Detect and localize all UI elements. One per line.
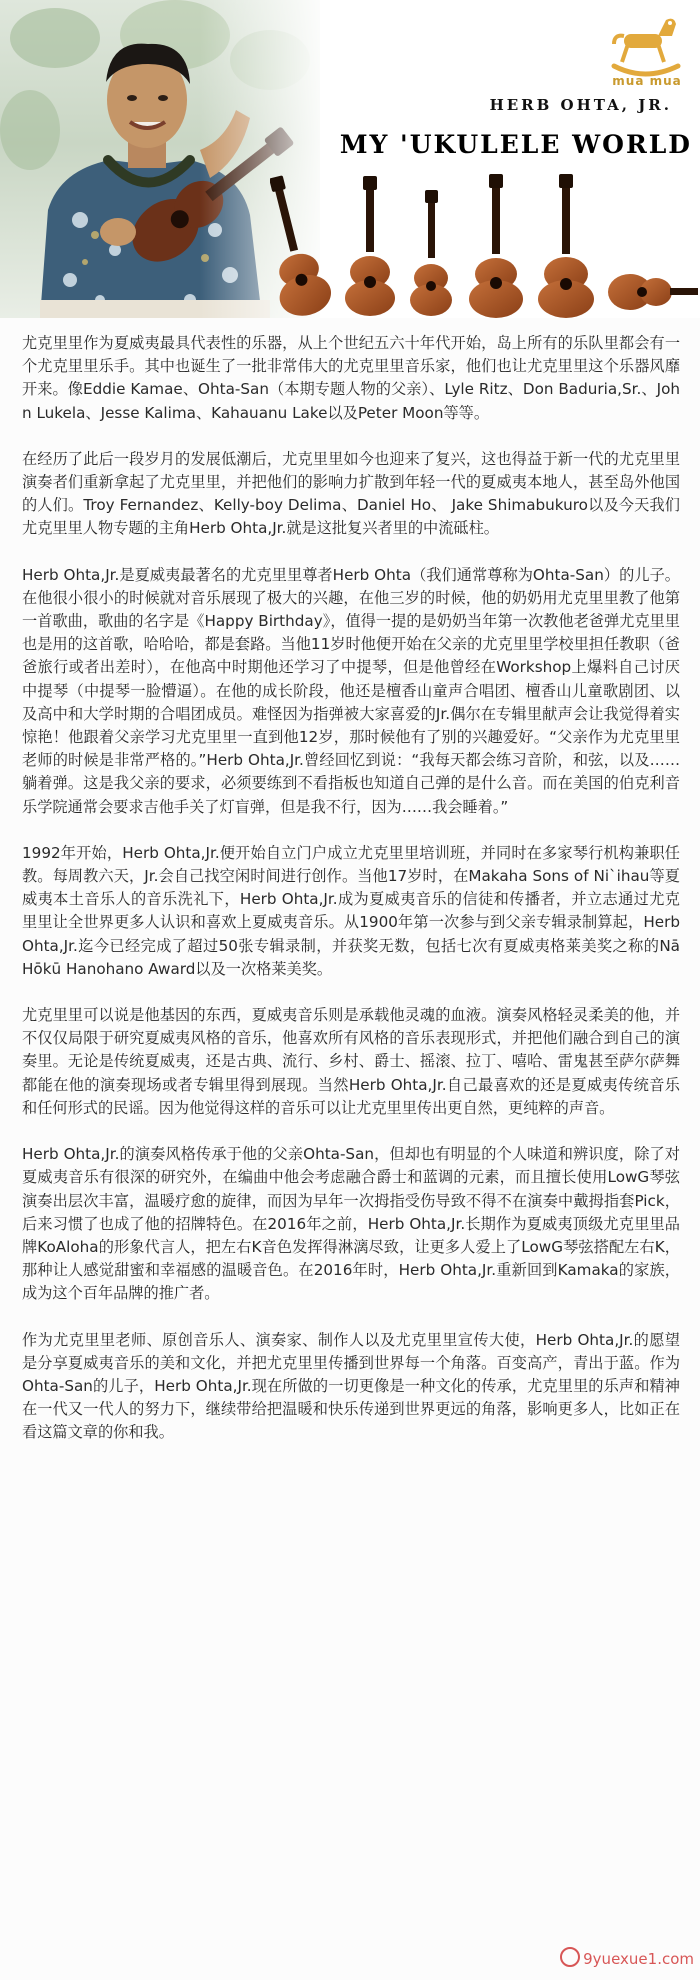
header-banner [0, 0, 700, 318]
rocking-horse-icon [600, 10, 690, 80]
paragraph-7: 作为尤克里里老师、原创音乐人、演奏家、制作人以及尤克里里宣传大使，Herb Ohta,Jr.的愿望是分享夏威夷音乐的美和文化，并把尤克里里传播到世界每一个角落。百变高产，青出于蓝。作为Ohta-San的儿子，Herb Ohta,Jr.现在所做的一切更像是一种文化的传承，尤克里里的乐声和精神在一代又一代人的努力下，继续带给把温暖和快乐传递到世界更远的角落，影响更多人，比如正在看这篇文章的你和我。 [22, 1330, 680, 1442]
paragraph-4: 1992年开始，Herb Ohta,Jr.便开始自立门户成立尤克里里培训班，并同时在多家琴行机构兼职任教。每周教六天，Jr.会自己找空闲时间进行创作。当他17岁时，在Makaha Sons of Ni`ihau等夏威夷本土音乐人的音乐洗礼下，Herb Ohta,Jr.成为夏威夷音乐的信徒和传播者，并立志通过尤克里里让全世界更多人认识和喜欢上夏威夷音乐。从1900年第一次参与到父亲专辑录制算起，Herb Ohta,Jr.迄今已经完成了超过50张专辑录制，并获奖无数，包括七次有夏威夷格莱美奖之称的Nā Hōkū Hanohano Award以及一次格莱美奖。 [22, 843, 680, 978]
paragraph-2: 在经历了此后一段岁月的发展低潮后，尤克里里如今也迎来了复兴，这也得益于新一代的尤克里里演奏者们重新拿起了尤克里里，并把他们的影响力扩散到年轻一代的夏威夷本地人，甚至岛外他国的人们。Troy Fernandez、Kelly-boy Delima、Daniel Ho、 Jake Shimabukuro以及今天我们尤克里里人物专题的主角Herb Ohta,Jr.就是这批复兴者里的中流砥柱。 [22, 449, 680, 538]
artist-name: HERB OHTA, JR. [489, 96, 672, 114]
brand-logo-text: mua mua [612, 74, 682, 88]
site-logo-icon [560, 1947, 580, 1967]
paragraph-3: Herb Ohta,Jr.是夏威夷最著名的尤克里里尊者Herb Ohta（我们通常尊称为Ohta-San）的儿子。在他很小很小的时候就对音乐展现了极大的兴趣，在他三岁的时候，他的奶奶用尤克里里教了他第一首歌曲，歌曲的名字是《Happy Birthday》，值得一提的是奶奶当年第一次教他老爸弹尤克里里也是用的这首歌，哈哈哈，都是套路。当他11岁时他便开始在父亲的尤克里里学校里担任教职（爸爸旅行或者出差时），在他高中时期他还学习了中提琴，但是他曾经在Workshop上爆料自己讨厌中提琴（中提琴一脸懵逼）。在他的成长阶段，他还是檀香山童声合唱团、檀香山儿童歌剧团、以及高中和大学时期的合唱团成员。难怪因为指弹被大家喜爱的Jr.偶尔在专辑里献声会让我觉得着实惊艳！他跟着父亲学习尤克里里一直到他12岁，那时候他有了别的兴趣爱好。“父亲作为尤克里里老师的时候是非常严格的。”Herb Ohta,Jr.曾经回忆到说：“我每天都会练习音阶，和弦，以及……躺着弹。这是我父亲的要求，必须要练到不看指板也知道自己弹的是什么音。而在美国的伯克利音乐学院通常会要求吉他手关了灯盲弹，但是我不行，因为……我会睡着。” [22, 565, 680, 816]
paragraph-1: 尤克里里作为夏威夷最具代表性的乐器，从上个世纪五六十年代开始，岛上所有的乐队里都会有一个尤克里里乐手。其中也诞生了一批非常伟大的尤克里里音乐家，他们也让尤克里里这个乐器风靡开来。像Eddie Kamae、Ohta-San（本期专题人物的父亲）、Lyle Ritz、Don Baduria,Sr.、John Lukela、Jesse Kalima、Kahauanu Lake以及Peter Moon等等。 [22, 334, 680, 422]
paragraph-6: Herb Ohta,Jr.的演奏风格传承于他的父亲Ohta-San，但却也有明显的个人味道和辨识度，除了对夏威夷音乐有很深的研究外，在编曲中他会考虑融合爵士和蓝调的元素，而且擅长使用LowG琴弦演奏出层次丰富，温暖疗愈的旋律，而因为早年一次拇指受伤导致不得不在演奏中戴拇指套Pick，后来习惯了也成了他的招牌特色。在2016年之前，Herb Ohta,Jr.长期作为夏威夷顶级尤克里里品牌KoAloha的形象代言人，把左右K音色发挥得淋漓尽致，让更多人爱上了LowG琴弦搭配左右K，那种让人感觉甜蜜和幸福感的温暖音色。在2016年时，Herb Ohta,Jr.重新回到Kamaka的家族，成为这个百年品牌的推广者。 [22, 1145, 680, 1303]
article-body [0, 318, 700, 1980]
site-watermark [560, 1947, 694, 1968]
paragraph-5: 尤克里里可以说是他基因的东西，夏威夷音乐则是承载他灵魂的血液。演奏风格轻灵柔美的他，并不仅仅局限于研究夏威夷风格的音乐，他喜欢所有风格的音乐表现形式，并把他们融合到自己的演奏里。无论是传统夏威夷，还是古典、流行、乡村、爵士、摇滚、拉丁、嘻哈、雷鬼甚至萨尔萨舞都能在他的演奏现场或者专辑里得到展现。当然Herb Ohta,Jr.自己最喜欢的还是夏威夷传统音乐和任何形式的民谣。因为他觉得这样的音乐可以让尤克里里传出更自然，更纯粹的声音。 [22, 1006, 680, 1117]
ukulele-lineup-image [270, 174, 700, 318]
brand-logo [600, 10, 690, 80]
watermark-text: 9yuexue1.com [583, 1950, 694, 1968]
page-title: MY 'UKULELE WORLD [339, 130, 692, 159]
